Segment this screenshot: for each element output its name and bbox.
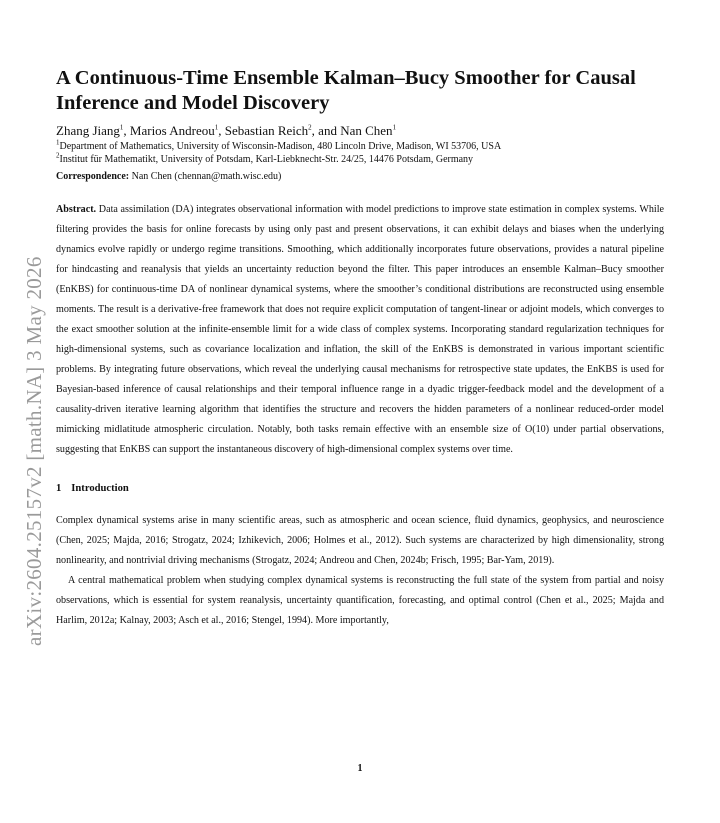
- paper-title: A Continuous-Time Ensemble Kalman–Bucy Smoother for Causal Inference and Model Discovery: [56, 67, 636, 114]
- author-list: [56, 122, 664, 140]
- section-number: 1: [56, 483, 62, 494]
- abstract-label: Abstract.: [56, 204, 97, 215]
- correspondence: [56, 170, 664, 183]
- body-paragraph: Complex dynamical systems arise in many scientific areas, such as atmospheric and ocean science, fluid dynamics, geophysics, and neuroscience (Chen, 2025; Majda, 2016; Strogatz, 2024; Izhikevich, 2006; Holmes et al., 2012). Such systems are characterized by high dimensionality, strong nonlinearity, and nontrivial driving mechanisms (Strogatz, 2024; Andreou and Chen, 2024b; Frisch, 1995; Bar-Yam, 2019).: [56, 515, 664, 566]
- abstract-text: Data assimilation (DA) integrates observational information with model predictions to improve state estimation in complex systems. While filtering provides the basis for online forecasts by using only past and present observations, it can exhibit delays and biases when the underlying dynamics evolve rapidly or undergo regime transitions. Smoothing, which additionally incorporates future observations, provides a natural pipeline for hindcasting and reanalysis that yields an uncertainty reduction beyond the filter. This paper introduces an ensemble Kalman–Bucy smoother (EnKBS) for continuous-time DA of nonlinear dynamical systems, where the smoother’s conditional distributions are reconstructed using ensemble moments. The result is a derivative-free framework that does not require explicit computation of tangent-linear or adjoint models, which converges to the exact smoother solution at the infinite-ensemble limit for a wide class of complex systems. Incorporating standard regularization techniques for high-dimensional systems, such as covariance localization and inflation, the skill of the EnKBS is demonstrated in various important scientific problems. By integrating future observations, which reveal the underlying causal mechanisms for retrospective state updates, the EnKBS is used for Bayesian-based inference of causal relationships and their temporal influence range in a dyadic trigger-feedback model and the development of a causality-driven iterative learning algorithm that identifies the structure and recovers the hidden parameters of a nonlinear reduced-order model mimicking midlatitude atmospheric circulation. Notably, both tasks remain effective with an ensemble size of O(10) under partial observations, suggesting that EnKBS can support the instantaneous discovery of high-dimensional complex systems over time.: [56, 204, 664, 455]
- section-title: Introduction: [71, 483, 129, 494]
- author: Zhang Jiang$^1$,: [56, 123, 130, 138]
- affiliation: $^1$Department of Mathematics, University of Wisconsin-Madison, 480 Lincoln Drive, Madison, WI 53706, USA: [56, 138, 502, 152]
- abstract: [56, 200, 664, 460]
- affiliation: $^2$Institut für Mathematikt, University of Potsdam, Karl-Liebknecht-Str. 24/25, 14476 Potsdam, Germany: [56, 151, 474, 165]
- paper-page: [56, 66, 664, 631]
- author: Marios Andreou$^1$,: [129, 123, 225, 138]
- author: Nan Chen$^1$: [340, 123, 397, 138]
- author: Sebastian Reich$^2$, and: [224, 123, 341, 138]
- arxiv-identifier-stamp: arXiv:2604.25157v2 [math.NA] 3 May 2026: [22, 256, 46, 646]
- correspondence-contact: Nan Chen (chennan@math.wisc.edu): [131, 171, 282, 182]
- body-paragraph: A central mathematical problem when studying complex dynamical systems is reconstructing the full state of the system from partial and noisy observations, which is essential for system reanalysis, uncertainty quantification, forecasting, and optimal control (Chen et al., 2025; Majda and Harlim, 2012a; Kalnay, 2003; Asch et al., 2016; Stengel, 1994). More importantly,: [56, 575, 664, 626]
- section-heading: [56, 482, 664, 496]
- correspondence-label: Correspondence:: [56, 171, 130, 182]
- page-number: 1: [357, 763, 363, 774]
